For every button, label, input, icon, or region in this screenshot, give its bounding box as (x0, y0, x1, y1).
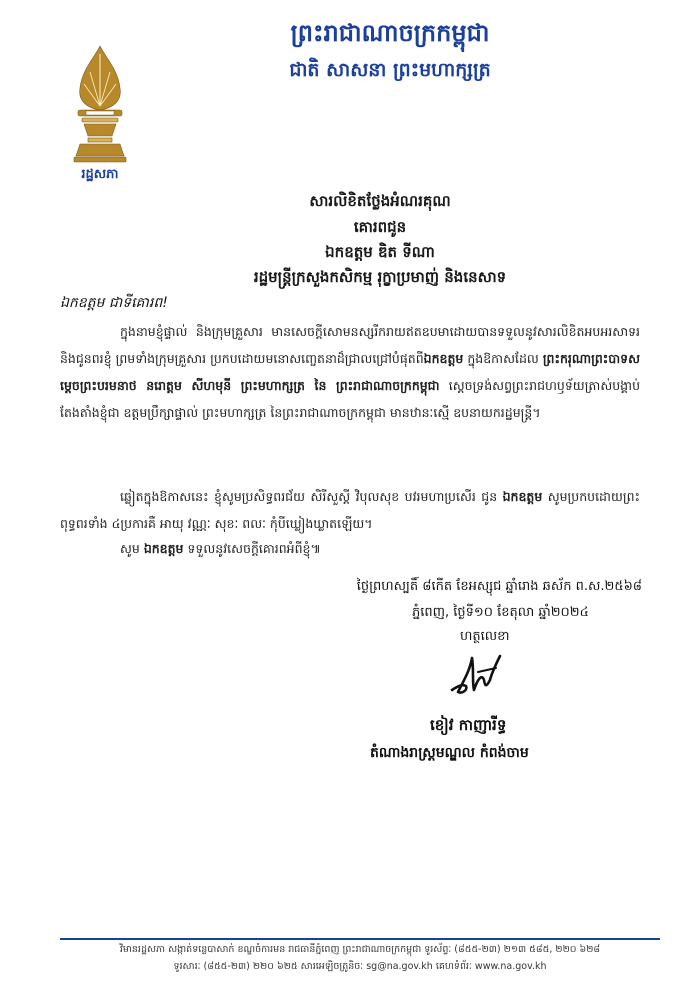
body-paragraph-3: សូម ឯកឧត្តម ទទួលនូវសេចក្តីគោរពអំពីខ្ញុំ៕ (120, 541, 321, 556)
signer-name: ខៀវ កាញារីទ្ធ (430, 716, 507, 734)
respectful-to: គោរពជូន (353, 218, 407, 236)
salutation: ឯកឧត្តម ជាទីគោរព! (60, 295, 168, 311)
footer-divider (60, 938, 660, 940)
kingdom-title: ព្រះរាជាណាចក្រកម្ពុជា (290, 19, 490, 47)
motto: ជាតិ សាសនា ព្រះមហាក្សត្រ (289, 59, 491, 81)
recipient-position: រដ្ឋមន្ត្រីក្រសួងកសិកម្ម រុក្ខាប្រមាញ់ និងនេសាទ (253, 268, 507, 286)
body-paragraph-1: ក្នុងនាមខ្ញុំផ្ទាល់ និងក្រុមគ្រួសារ មានសេចក្តីសោមនស្សរីករាយឥតឧបមាដោយបានទទួលនូវសារលិខិតអបអរសាទរ និងជូនពរខ្ញុំ ព្រមទាំងក្រុមគ្រួសារ ប្រកបដោយមនោសញ្ចេតនាដ៏ជ្រាលជ្រៅបំផុតពីឯកឧត្តម ក្នុងឱកាសដែល ព្រះករុណាព្រះបាទសម្តេចព្រះបរមនាថ នរោត្តម សីហមុនី ព្រះមហាក្សត្រ នៃ ព្រះរាជាណាចក្រកម្ពុជា ស្តេចទ្រង់សព្វព្រះរាជហឫទ័យត្រាស់បង្គាប់តែងតាំងខ្ញុំជា ឧត្តមប្រឹក្សាផ្ទាល់ ព្រះមហាក្សត្រ នៃព្រះរាជាណាចក្រកម្ពុជា មានឋានៈស្មើ ឧបនាយករដ្ឋមន្ត្រី។ (60, 324, 640, 420)
lunar-date: ថ្ងៃព្រហស្បតិ៍ ៨កើត ខែអស្សុជ ឆ្នាំរោង ឆស័ក ព.ស.២៥៦៨ (356, 579, 642, 594)
royal-emblem-icon (66, 44, 134, 164)
signer-title: តំណាងរាស្ត្រមណ្ឌល កំពង់ចាម (370, 745, 529, 761)
handwritten-signature (448, 650, 512, 700)
solar-date: ភ្នំពេញ, ថ្ងៃទី១០ ខែតុលា ឆ្នាំ២០២៤ (412, 605, 589, 620)
footer-contact: ទូរសារៈ (៨៥៥-២៣) ២២០ ៦២៥ សារអេឡិចត្រូនិចៈ sg@na.gov.kh គេហទំព័រៈ www.na.gov.kh (173, 961, 547, 972)
recipient-name: ឯកឧត្តម ឌិត ទីណា (325, 243, 435, 261)
body-paragraph-2: ឆ្លៀតក្នុងឱកាសនេះ ខ្ញុំសូមប្រសិទ្ធពរជ័យ សិរីសួស្តី វិបុលសុខ បវរមហាប្រសើរ ជូន ឯកឧត្តម សូមប្រកបដោយព្រះពុទ្ធពរទាំង ៤ប្រការគឺ អាយុ វណ្ណៈ សុខៈ ពលៈ កុំបីឃ្លៀងឃ្លាតឡើយ។ (60, 489, 640, 531)
footer-address: វិមានរដ្ឋសភា សង្កាត់ទន្លេបាសាក់ ខណ្ឌចំការមន រាជធានីភ្នំពេញ ព្រះរាជាណាចក្រកម្ពុជា ទូរស័ព្ទៈ (៨៥៥-២៣) ២១៣ ៥៨៥, ២២០ ៦២៨ (119, 944, 601, 955)
signature-label: ហត្ថលេខា (460, 629, 510, 644)
emblem-label: រដ្ឋសភា (81, 167, 119, 182)
letter-title: សារលិខិតថ្លែងអំណរគុណ (309, 192, 451, 210)
